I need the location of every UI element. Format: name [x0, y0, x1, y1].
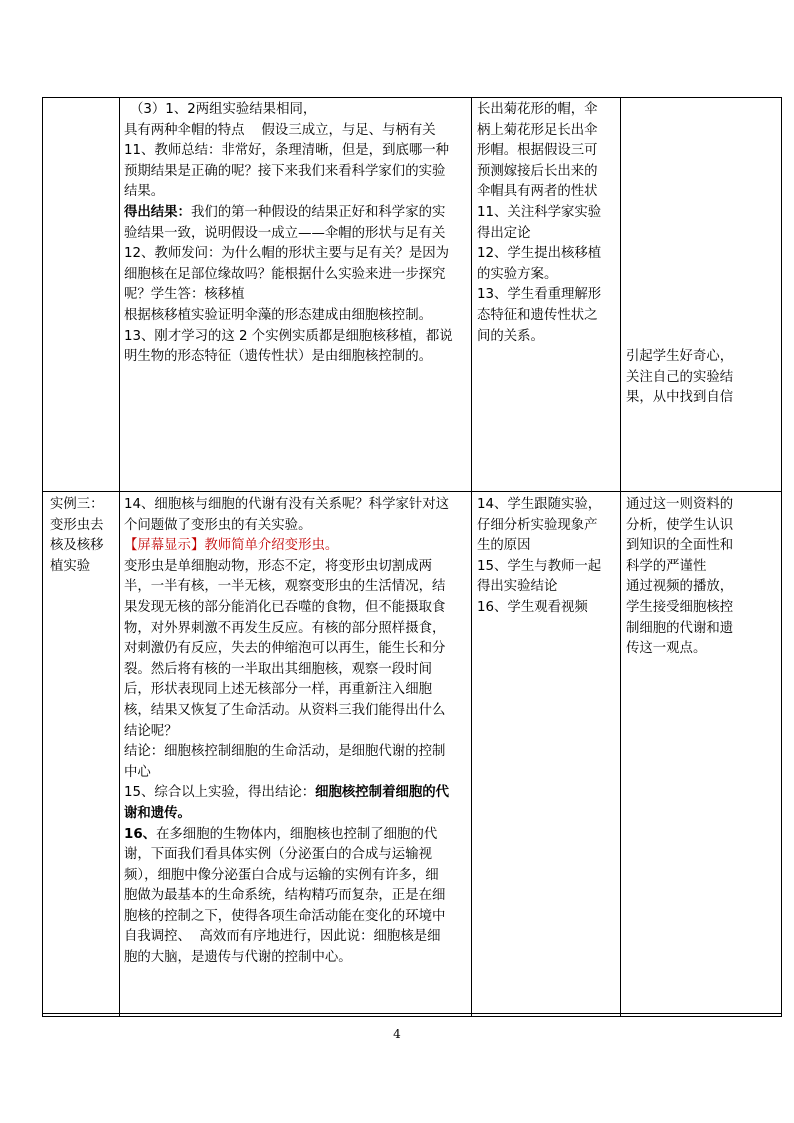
result-line	[124, 203, 468, 224]
row2-student-cell	[477, 495, 617, 619]
student-line: 得出实验结论	[477, 579, 558, 595]
section-title-line: 实例三：	[50, 497, 104, 512]
screen-display-note: 【屏幕显示】教师简单介绍变形虫。	[124, 538, 339, 554]
student-line: 形帽。根据假设三可	[477, 143, 598, 159]
teacher-line: 结论：细胞核控制细胞的生命活动，是细胞代谢的控制	[124, 744, 446, 760]
conclusion-line	[124, 783, 468, 804]
student-line: 预测嫁接后长出来的	[477, 163, 598, 179]
intent-line: 制细胞的代谢和遗	[626, 620, 734, 636]
step-number: 16、	[124, 826, 157, 842]
student-line: 柄上菊花形足长出伞	[477, 122, 598, 138]
teacher-line: 果发现无核的部分能消化已吞噬的食物，但不能摄取食	[124, 599, 446, 615]
teacher-line: 具有两种伞帽的特点 假设三成立，与足、与柄有关	[124, 122, 436, 138]
teacher-line: 胞的大脑，是遗传与代谢的控制中心。	[124, 950, 352, 966]
row2-section-cell	[50, 495, 118, 577]
row1-teacher-cell	[124, 100, 468, 368]
section-title-line: 植实验	[50, 558, 91, 574]
teacher-line: 个问题做了变形虫的有关实验。	[124, 517, 312, 533]
result-heading: 得出结果：	[124, 204, 191, 220]
student-line: 长出菊花形的帽，伞	[477, 102, 598, 117]
row-divider	[42, 491, 782, 492]
teacher-line: 预期结果是正确的呢？接下来我们来看科学家们的实验	[124, 163, 446, 179]
student-line: 生的原因	[477, 538, 531, 554]
teacher-line: 12、教师发问：为什么帽的形状主要与足有关？是因为	[124, 246, 450, 262]
section-title-line: 变形虫去	[50, 517, 104, 533]
teacher-line: 频），细胞中像分泌蛋白合成与运输的实例有许多，细	[124, 867, 439, 883]
student-line: 12、学生提出核移植	[477, 246, 602, 262]
teacher-line: 胞核的控制之下，使得各项生命活动能在变化的环境中	[124, 908, 446, 924]
student-line: 13、学生看重理解形	[477, 287, 602, 303]
teacher-line: 变形虫是单细胞动物，形态不定，将变形虫切割成两	[124, 558, 432, 574]
teacher-line: 中心	[124, 764, 151, 780]
teacher-line: 自我调控、 高效而有序地进行，因此说：细胞核是细	[124, 929, 441, 945]
intent-line: 科学的严谨性	[626, 558, 707, 574]
table-bottom-inner-line	[42, 1013, 782, 1014]
teacher-line: 结果。	[124, 184, 165, 200]
intent-line: 关注自己的实验结	[626, 369, 734, 385]
teacher-line: 胞做为最基本的生命系统，结构精巧而复杂，正是在细	[124, 888, 446, 904]
teacher-line: （3）1、2两组实验结果相同，	[130, 102, 317, 117]
row1-intent-cell	[626, 347, 776, 409]
student-line: 16、学生观看视频	[477, 599, 588, 615]
conclusion-lead: 15、综合以上实验，得出结论：	[124, 785, 316, 801]
teacher-line: 半，一半有核，一半无核，观察变形虫的生活情况，结	[124, 579, 446, 595]
video-intro-line	[124, 825, 468, 846]
intent-line: 果，从中找到自信	[626, 390, 734, 406]
teacher-line: 根据核移植实验证明伞藻的形态建成由细胞核控制。	[124, 307, 432, 323]
teacher-line: 验结果一致，说明假设一成立——伞帽的形状与足有关	[124, 225, 446, 241]
intent-line: 到知识的全面性和	[626, 538, 734, 554]
column-divider	[471, 97, 472, 1017]
row1-section-cell	[42, 97, 119, 491]
teacher-line: 核，结果又恢复了生命活动。从资料三我们能得出什么	[124, 702, 446, 718]
student-line: 伞帽具有两者的性状	[477, 184, 598, 200]
teacher-line: 14、细胞核与细胞的代谢有没有关系呢？科学家针对这	[124, 497, 450, 512]
page-number: 4	[393, 1027, 401, 1041]
teacher-line: 结论呢？	[124, 723, 178, 739]
student-line: 15、学生与教师一起	[477, 558, 602, 574]
student-line: 态特征和遗传性状之	[477, 307, 598, 323]
teacher-line: 对刺激仍有反应，失去的伸缩泡可以再生，能生长和分	[124, 641, 446, 657]
student-line: 11、关注科学家实验	[477, 204, 602, 220]
student-line: 14、学生跟随实验，	[477, 497, 602, 512]
conclusion-bold-line: 谢和遗传。	[124, 805, 191, 821]
conclusion-bold: 细胞核控制着细胞的代	[315, 785, 450, 801]
teacher-line: 细胞核在足部位缘故吗？能根据什么实验来进一步探究	[124, 266, 446, 282]
intent-line: 传这一观点。	[626, 641, 707, 657]
row2-teacher-cell	[124, 495, 468, 969]
intent-line: 通过这一则资料的	[626, 497, 734, 512]
intent-line: 分析，使学生认识	[626, 517, 734, 533]
student-line: 间的关系。	[477, 328, 544, 344]
student-line: 的实验方案。	[477, 266, 558, 282]
section-title-line: 核及核移	[50, 538, 104, 554]
student-line: 得出定论	[477, 225, 531, 241]
teacher-line: 明生物的形态特征（遗传性状）是由细胞核控制的。	[124, 349, 432, 365]
intent-line: 通过视频的播放，	[626, 579, 734, 595]
teacher-line: 呢？学生答：核移植	[124, 287, 245, 303]
student-line: 仔细分析实验现象产	[477, 517, 598, 533]
row2-intent-cell	[626, 495, 776, 660]
column-divider	[119, 97, 120, 1017]
teacher-line: 后，形状表现同上述无核部分一样，再重新注入细胞	[124, 682, 432, 698]
row1-student-cell	[477, 100, 617, 347]
teacher-line: 谢，下面我们看具体实例（分泌蛋白的合成与运输视	[124, 847, 432, 863]
result-text: 我们的第一种假设的结果正好和科学家的实	[190, 204, 446, 220]
intent-line: 学生接受细胞核控	[626, 599, 734, 615]
column-divider	[620, 97, 621, 1017]
teacher-line: 裂。然后将有核的一半取出其细胞核，观察一段时间	[124, 661, 432, 677]
video-intro-text: 在多细胞的生物体内，细胞核也控制了细胞的代	[156, 826, 438, 842]
teacher-line: 11、教师总结：非常好，条理清晰，但是，到底哪一种	[124, 143, 450, 159]
teacher-line: 物，对外界刺激不再发生反应。有核的部分照样摄食，	[124, 620, 446, 636]
teacher-line: 13、刚才学习的这 2 个实例实质都是细胞核移植，都说	[124, 328, 453, 344]
intent-line: 引起学生好奇心，	[626, 349, 734, 364]
